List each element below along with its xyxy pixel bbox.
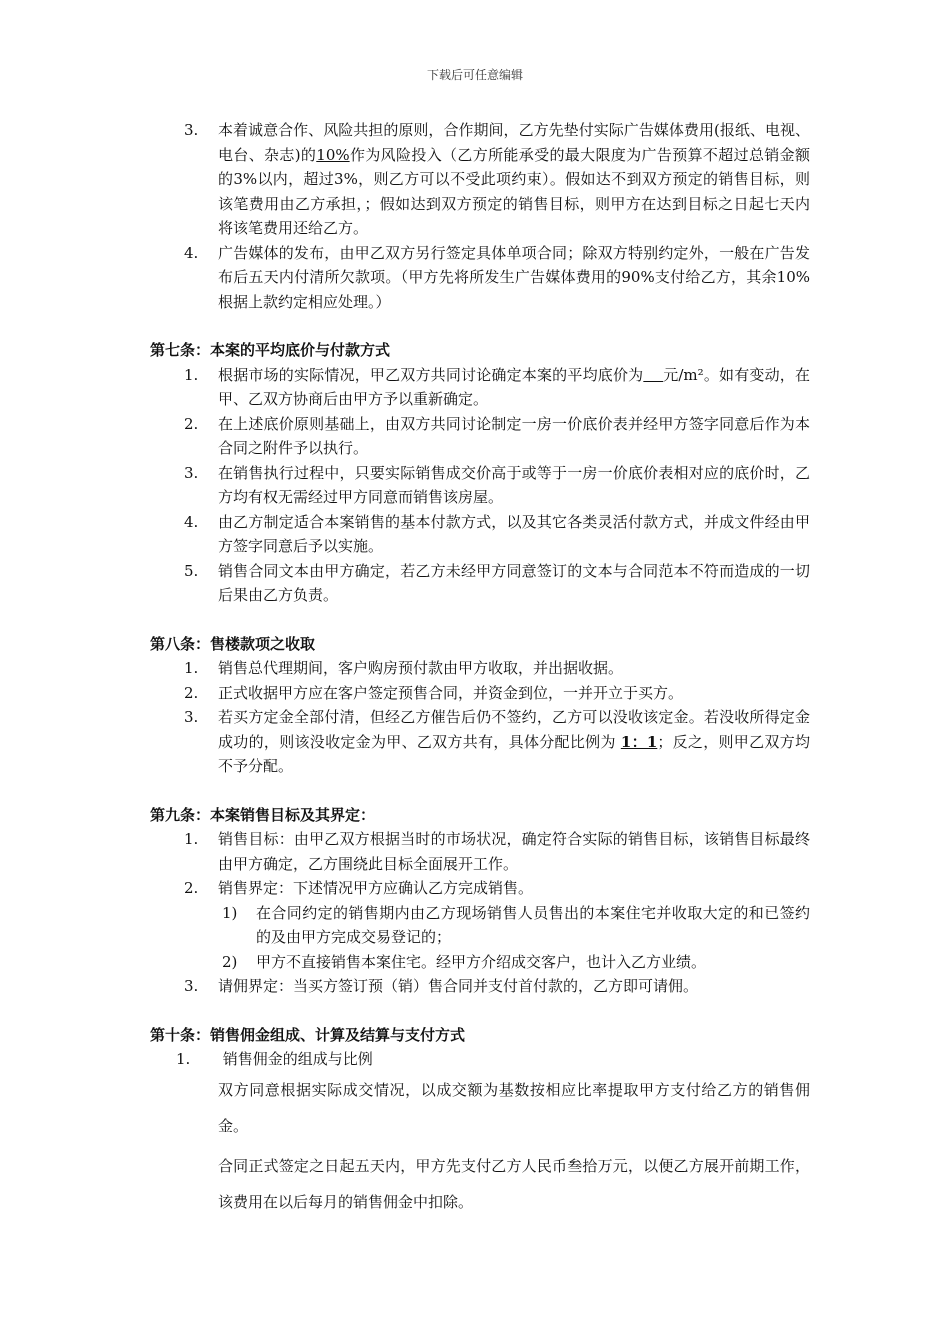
- item-number: 4.: [184, 243, 199, 262]
- ratio-value: 1：1: [620, 732, 658, 751]
- section-heading: 第八条：售楼款项之收取: [150, 634, 316, 653]
- section-heading: 第九条：本案销售目标及其界定：: [150, 805, 376, 824]
- blank-field: [643, 366, 663, 384]
- list-item: [150, 1047, 810, 1072]
- sub-list-item: [150, 901, 810, 950]
- list-item: [150, 681, 810, 706]
- item-text: 由乙方制定适合本案销售的基本付款方式，以及其它各类灵活付款方式，并成文件经由甲方签字同意后予以实施。: [218, 512, 810, 555]
- item-text: 广告媒体的发布，由甲乙双方另行签定具体单项合同；除双方特别约定外，一般在广告发布后五天内付清所欠款项。（甲方先将所发生广告媒体费用的90%支付给乙方，其余10%根据上款约定相应处理。）: [218, 243, 810, 311]
- section-heading: 第七条：本案的平均底价与付款方式: [150, 341, 391, 359]
- item-text: 元/m²。如有变动，在甲、乙双方协商后由甲方予以重新确定。: [218, 365, 811, 408]
- item-text: 正式收据甲方应在客户签定预售合同，并资金到位，一并开立于买方。: [218, 683, 684, 702]
- item-number: 3.: [184, 463, 199, 482]
- item-number: 3.: [184, 121, 199, 139]
- item-number: 4.: [184, 512, 199, 531]
- list-item: [150, 974, 810, 999]
- item-number: 2): [222, 952, 238, 971]
- list-item: [150, 559, 810, 608]
- list-item: [150, 118, 810, 241]
- item-text: 销售界定：下述情况甲方应确认乙方完成销售。: [218, 879, 534, 897]
- item-number: 1.: [184, 659, 199, 677]
- item-text: 根据市场的实际情况，甲乙双方共同讨论确定本案的平均底价为: [218, 365, 644, 384]
- section-heading: 第十条：销售佣金组成、计算及结算与支付方式: [150, 1025, 466, 1044]
- list-item: [150, 705, 810, 779]
- list-item: [150, 363, 810, 412]
- list-item: [150, 461, 810, 510]
- item-number: 3.: [184, 708, 199, 726]
- item-text: 在销售执行过程中，只要实际销售成交价高于或等于一房一价底价表相对应的底价时，乙方均有权无需经过甲方同意而销售该房屋。: [218, 463, 810, 506]
- item-number: 1): [222, 903, 238, 922]
- item-text: 若买方定金全部付清，但经乙方催告后仍不签约，乙方可以没收该定金。若没收所得定金成功的，则该没收定金为甲、乙双方共有，具体分配比例为: [218, 708, 810, 751]
- item-text: 作为风险投入（乙方所能承受的最大限度为广告预算不超过总销金额的3%以内，超过3%，则乙方可以不受此项约束）。假如达不到双方预定的销售目标，则该笔费用由乙方承担，；假如达到双方预定的销售目标，则甲方在达到目标之日起七天内将该笔费用还给乙方。: [218, 145, 810, 237]
- paragraph: 合同正式签定之日起五天内，甲方先支付乙方人民币叁拾万元，以便乙方展开前期工作，该费用在以后每月的销售佣金中扣除。: [218, 1156, 810, 1211]
- item-number: 1.: [176, 1050, 191, 1068]
- list-item: [150, 876, 810, 901]
- item-number: 2.: [184, 683, 199, 702]
- paragraph: 双方同意根据实际成交情况，以成交额为基数按相应比率提取甲方支付给乙方的销售佣金。: [218, 1080, 810, 1135]
- item-number: 2.: [184, 879, 199, 897]
- underlined-percent: 10%: [316, 145, 350, 164]
- page-header: 下载后可任意编辑: [426, 68, 523, 82]
- item-text: 在合同约定的销售期内由乙方现场销售人员售出的本案住宅并收取大定的和已签约的及由甲方完成交易登记的；: [256, 903, 810, 946]
- item-text: 销售总代理期间，客户购房预付款由甲方收取，并出据收据。: [218, 659, 624, 677]
- item-text: 本着诚意合作、风险共担的原则，合作期间，乙方先垫付实际广告媒体费用(报纸、电视、电台、杂志)的: [218, 121, 810, 164]
- list-item: [150, 656, 810, 681]
- item-number: 3.: [184, 977, 199, 995]
- item-text: ；反之，则甲乙双方均不予分配。: [218, 732, 810, 775]
- item-text: 请佣界定：当买方签订预（销）售合同并支付首付款的，乙方即可请佣。: [218, 977, 699, 995]
- item-text: 在上述底价原则基础上，由双方共同讨论制定一房一价底价表并经甲方签字同意后作为本合同之附件予以执行。: [218, 414, 810, 457]
- item-text: 销售目标：由甲乙双方根据当时的市场状况，确定符合实际的销售目标，该销售目标最终由甲方确定，乙方围绕此目标全面展开工作。: [218, 830, 810, 873]
- list-item: [150, 827, 810, 876]
- list-item: [150, 510, 810, 559]
- item-number: 2.: [184, 414, 199, 433]
- sub-list-item: [150, 950, 810, 975]
- item-text: 销售佣金的组成与比例: [218, 1050, 373, 1068]
- item-number: 1.: [184, 365, 199, 384]
- document-body: [150, 118, 810, 1220]
- item-number: 5.: [184, 561, 199, 580]
- item-text: 销售合同文本由甲方确定，若乙方未经甲方同意签订的文本与合同范本不符而造成的一切后果由乙方负责。: [218, 561, 810, 604]
- item-number: 1.: [184, 830, 199, 848]
- list-item: [150, 412, 810, 461]
- list-item: [150, 241, 810, 315]
- item-text: 甲方不直接销售本案住宅。经甲方介绍成交客户，也计入乙方业绩。: [256, 952, 707, 971]
